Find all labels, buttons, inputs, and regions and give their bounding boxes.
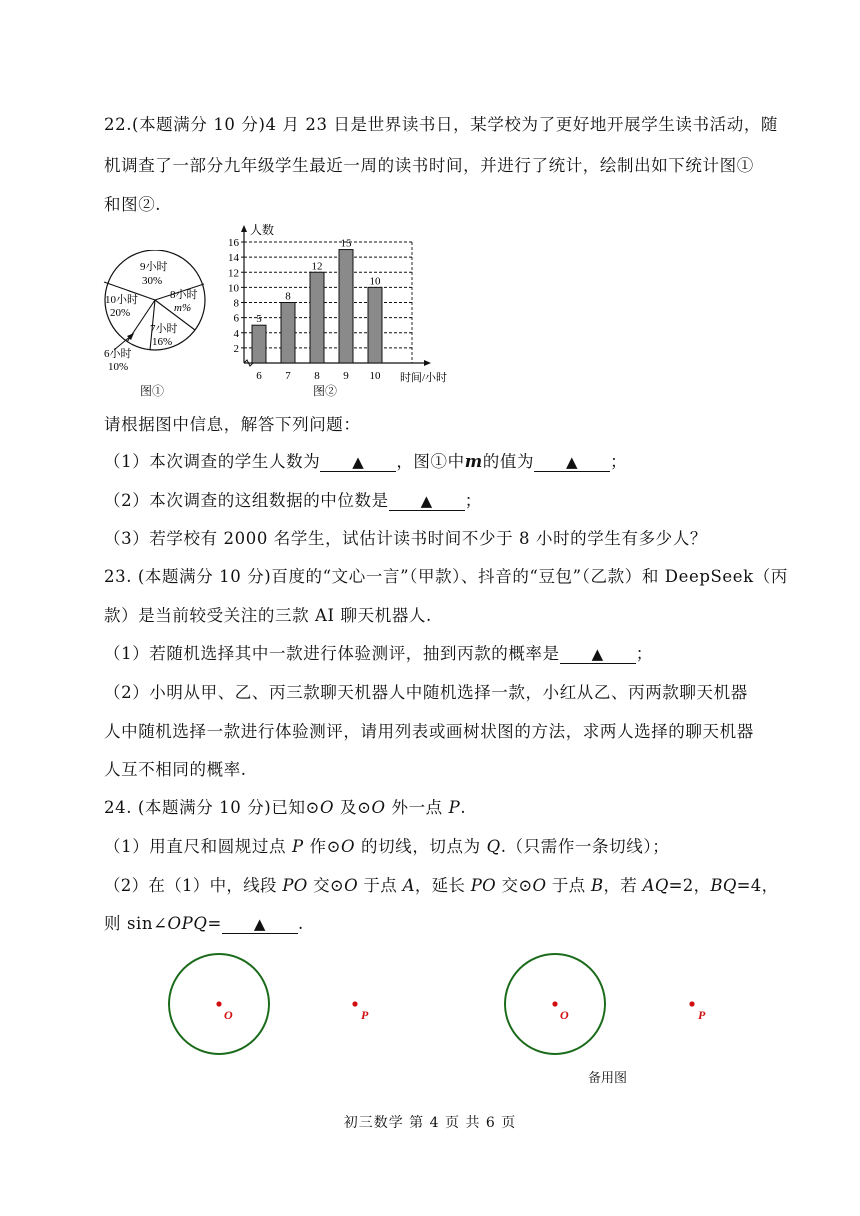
- geometry-figure: [150, 950, 750, 1090]
- point-p: [352, 1001, 357, 1006]
- q24-var: B: [591, 876, 604, 895]
- math-var-m: m: [464, 452, 483, 471]
- page-footer: 初三数学 第 4 页 共 6 页: [343, 1115, 517, 1131]
- pie-label: 7小时: [150, 323, 178, 335]
- bar: [339, 250, 353, 363]
- q22-part1: [104, 451, 627, 473]
- q24-var: O: [341, 837, 356, 856]
- q24-text: =: [207, 914, 222, 933]
- q24-var: O: [371, 798, 386, 817]
- q24-text: =2，: [668, 876, 711, 895]
- q24-text: 及⊙: [334, 798, 372, 817]
- pie-chart: [100, 250, 215, 400]
- y-tick-label: 4: [233, 327, 239, 340]
- q23-part2-line1: （2）小明从甲、乙、丙三款聊天机器人中随机选择一款，小红从乙、丙两款聊天机器: [104, 683, 748, 702]
- q22-part3: （3）若学校有 2000 名学生，试估计读书时间不少于 8 小时的学生有多少人？: [104, 529, 707, 548]
- q24-text: 作⊙: [303, 837, 342, 856]
- label-p: P: [361, 1008, 369, 1022]
- q24-text: 的切线，切点为: [355, 837, 487, 856]
- q22-p1-text: （1）本次调查的学生人数为: [104, 452, 321, 471]
- q24-text: .: [297, 914, 304, 933]
- q22-part2: [104, 490, 482, 512]
- y-tick-label: 2: [233, 342, 239, 355]
- q24-var: BQ: [710, 876, 737, 895]
- q23-line2: 款）是当前较受关注的三款 AI 聊天机器人.: [104, 606, 432, 625]
- label-o: O: [560, 1008, 569, 1022]
- q24-var: O: [319, 798, 335, 817]
- point-o: [552, 1001, 557, 1006]
- y-axis-arrow: [241, 225, 247, 232]
- q23-part2-line2: 人中随机选择一款进行体验测评，请用列表或画树状图的方法，求两人选择的聊天机器: [104, 722, 754, 741]
- bar-value-label: 15: [340, 237, 352, 250]
- point-p: [689, 1001, 694, 1006]
- x-tick-label: 10: [369, 370, 381, 382]
- q22-p2-text: （2）本次调查的这组数据的中位数是: [104, 491, 389, 510]
- q24-text: =4，: [736, 876, 779, 895]
- answer-blank[interactable]: ▲: [560, 645, 636, 664]
- q24-text: .: [460, 798, 467, 817]
- q24-var: Q: [486, 837, 501, 856]
- pie-label: 20%: [110, 307, 131, 319]
- answer-blank[interactable]: ▲: [534, 453, 610, 472]
- q24-text: （1）用直尺和圆规过点: [104, 837, 292, 856]
- q24-text: 交⊙: [307, 876, 345, 895]
- q24-text: .（只需作一条切线）；: [500, 837, 670, 856]
- label-o: O: [224, 1008, 233, 1022]
- q23-part2-line3: 人互不相同的概率.: [104, 760, 247, 779]
- q22-p1-text: ；: [610, 452, 628, 471]
- q24-var: AQ: [642, 876, 669, 895]
- pie-label: 16%: [152, 336, 173, 348]
- point-o: [216, 1001, 221, 1006]
- bar-caption: 图②: [313, 384, 338, 398]
- q24-part3: [104, 913, 304, 935]
- q24-text: 于点: [546, 876, 592, 895]
- y-tick-label: 10: [228, 282, 239, 295]
- q24-var: P: [448, 798, 461, 817]
- pie-label: 30%: [142, 275, 163, 287]
- q24-var: OPQ: [167, 914, 208, 933]
- q24-line1: [104, 797, 466, 819]
- q24-text: （2）在（1）中，线段: [104, 876, 283, 895]
- q23-line1: 23. (本题满分 10 分)百度的“文心一言”（甲款）、抖音的“豆包”（乙款）和 DeepSeek（丙: [104, 567, 788, 586]
- x-tick-label: 8: [314, 370, 320, 382]
- bar-chart: [222, 222, 462, 392]
- y-axis-label: 人数: [250, 223, 275, 237]
- bar-value-label: 12: [311, 260, 323, 273]
- y-tick-label: 6: [233, 312, 239, 325]
- q23-part1: [104, 643, 653, 665]
- q24-text: ，延长: [414, 876, 471, 895]
- bar-value-label: 10: [369, 275, 381, 288]
- q24-part1: [104, 836, 669, 858]
- q22-line2: 机调查了一部分九年级学生最近一周的读书时间，并进行了统计，绘制出如下统计图①: [104, 156, 754, 175]
- q24-var: P: [291, 837, 304, 856]
- x-tick-label: 9: [343, 370, 349, 382]
- pie-label: 9小时: [140, 261, 168, 273]
- spare-figure-caption: 备用图: [588, 1071, 628, 1086]
- bar: [368, 287, 382, 363]
- pie-caption: 图①: [140, 384, 165, 398]
- pie-label: 8小时: [170, 289, 198, 301]
- y-tick-label: 16: [228, 237, 239, 249]
- q24-var: O: [344, 876, 358, 895]
- q22-intro: 请根据图中信息，解答下列问题：: [104, 415, 361, 434]
- q22-p2-text: ；: [464, 491, 482, 510]
- q24-var: O: [532, 876, 547, 895]
- answer-blank[interactable]: ▲: [222, 915, 298, 934]
- q23-p1-text: （1）若随机选择其中一款进行体验测评，抽到丙款的概率是: [104, 644, 560, 663]
- q24-text: ，若: [603, 876, 643, 895]
- pie-label: 10%: [108, 361, 129, 373]
- x-axis-arrow: [424, 360, 431, 366]
- q24-text: 外一点: [385, 798, 449, 817]
- x-axis-label: 时间/小时: [400, 372, 448, 384]
- bar-value-label: 5: [256, 313, 262, 326]
- pie-label: m%: [174, 302, 192, 314]
- q24-part2: [104, 875, 778, 897]
- arrow-head: [127, 333, 134, 340]
- answer-blank[interactable]: ▲: [389, 492, 465, 511]
- q22-p1-text: 的值为: [482, 452, 535, 471]
- x-tick-label: 6: [256, 370, 262, 382]
- q24-var: A: [402, 876, 415, 895]
- q24-text: 交⊙: [496, 876, 533, 895]
- label-p: P: [698, 1008, 706, 1022]
- pie-label: 6小时: [104, 348, 132, 360]
- bar: [310, 272, 324, 363]
- q24-text: 24. (本题满分 10 分)已知⊙: [104, 798, 320, 817]
- x-tick-label: 7: [285, 370, 291, 382]
- q24-text: 则 sin∠: [104, 914, 168, 933]
- q22-p1-text: ，图①中: [396, 452, 465, 471]
- q23-p1-text: ；: [635, 644, 653, 663]
- q24-text: 于点: [357, 876, 403, 895]
- answer-blank[interactable]: ▲: [320, 453, 396, 472]
- bar-value-label: 8: [285, 290, 291, 303]
- y-tick-label: 8: [233, 297, 239, 310]
- pie-label: 10小时: [105, 294, 138, 306]
- q22-line1: 22.(本题满分 10 分)4 月 23 日是世界读书日，某学校为了更好地开展学生读书活动，随: [104, 115, 779, 134]
- y-tick-label: 14: [228, 252, 239, 265]
- bar: [252, 325, 266, 363]
- q22-line3: 和图②.: [104, 195, 162, 214]
- bar: [281, 303, 295, 364]
- q24-var: PO: [470, 876, 496, 895]
- q24-var: PO: [282, 876, 308, 895]
- y-tick-label: 12: [228, 267, 239, 280]
